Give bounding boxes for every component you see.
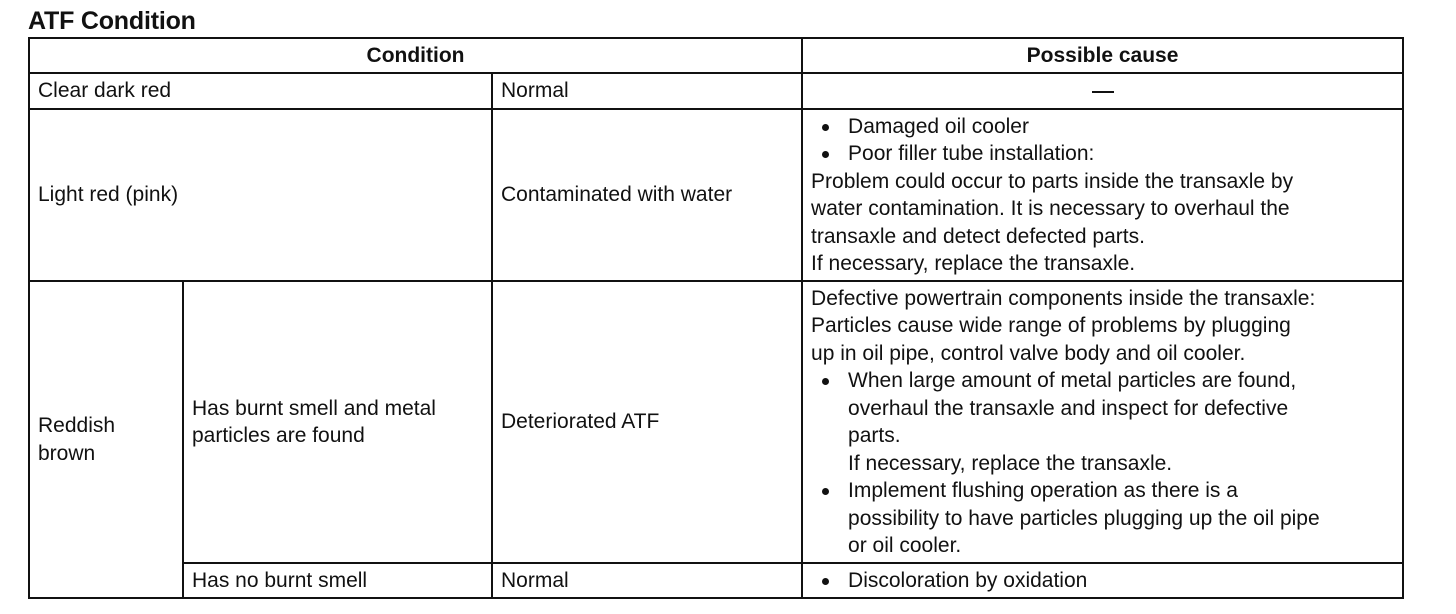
cause-cell — [802, 73, 1403, 109]
cause-text-line: water contamination. It is necessary to overhaul the — [811, 197, 1290, 220]
table-row — [29, 73, 1403, 109]
smell-cell: Has burnt smell and metal particles are found — [183, 281, 492, 563]
bullet-continuation: possibility to have particles plugging up the oil pipe — [848, 506, 1320, 530]
bullet-item — [811, 477, 1402, 505]
bullet-icon — [822, 578, 829, 585]
atf-color-cell: Clear dark red — [29, 73, 492, 109]
atf-state-cell: Normal — [492, 563, 802, 598]
table-row — [29, 109, 1403, 281]
header-row — [29, 38, 1403, 73]
cause-cell — [802, 563, 1403, 598]
cause-text-line: transaxle and detect defected parts. — [811, 224, 1145, 248]
bullet-continuation: parts. — [848, 424, 901, 447]
cause-text-line: Problem could occur to parts inside the transaxle by — [811, 169, 1294, 193]
cause-cell — [802, 281, 1403, 563]
cause-text-line: If necessary, replace the transaxle. — [811, 252, 1136, 275]
bullet-text: Discoloration by oxidation — [848, 568, 1088, 592]
bullet-text: Poor filler tube installation: — [848, 142, 1095, 165]
smell-cell: Has no burnt smell — [183, 563, 492, 598]
atf-state-cell: Normal — [492, 73, 802, 109]
bullet-item — [811, 140, 1402, 168]
atf-color-cell: Reddish brown — [29, 281, 183, 598]
bullet-continuation: or oil cooler. — [848, 534, 962, 557]
bullet-icon — [822, 488, 829, 495]
bullet-icon — [822, 124, 829, 131]
atf-condition-table — [28, 37, 1404, 599]
cause-text-line: up in oil pipe, control valve body and oil cooler. — [811, 341, 1246, 365]
atf-state-cell: Deteriorated ATF — [492, 281, 802, 563]
bullet-continuation: overhaul the transaxle and inspect for defective — [848, 396, 1289, 420]
atf-color-cell: Light red (pink) — [29, 109, 492, 281]
table-row — [29, 281, 1403, 563]
bullet-text: Damaged oil cooler — [848, 114, 1029, 138]
header-condition: Condition — [29, 38, 802, 73]
cause-cell — [802, 109, 1403, 281]
bullet-icon — [822, 378, 829, 385]
table-row — [29, 563, 1403, 598]
header-possible-cause: Possible cause — [802, 38, 1403, 73]
dash-mark — [1092, 91, 1114, 93]
atf-state-cell: Contaminated with water — [492, 109, 802, 281]
bullet-icon — [822, 151, 829, 158]
bullet-item — [811, 367, 1402, 395]
cause-text-line: Particles cause wide range of problems by plugging — [811, 314, 1291, 337]
bullet-text: Implement flushing operation as there is a — [848, 479, 1238, 502]
page-title: ATF Condition — [28, 7, 196, 35]
bullet-text: When large amount of metal particles are found, — [848, 369, 1297, 392]
bullet-continuation: If necessary, replace the transaxle. — [848, 451, 1173, 475]
bullet-item — [811, 567, 1402, 595]
cause-text-line: Defective powertrain components inside the transaxle: — [811, 286, 1316, 310]
bullet-item — [811, 113, 1402, 141]
